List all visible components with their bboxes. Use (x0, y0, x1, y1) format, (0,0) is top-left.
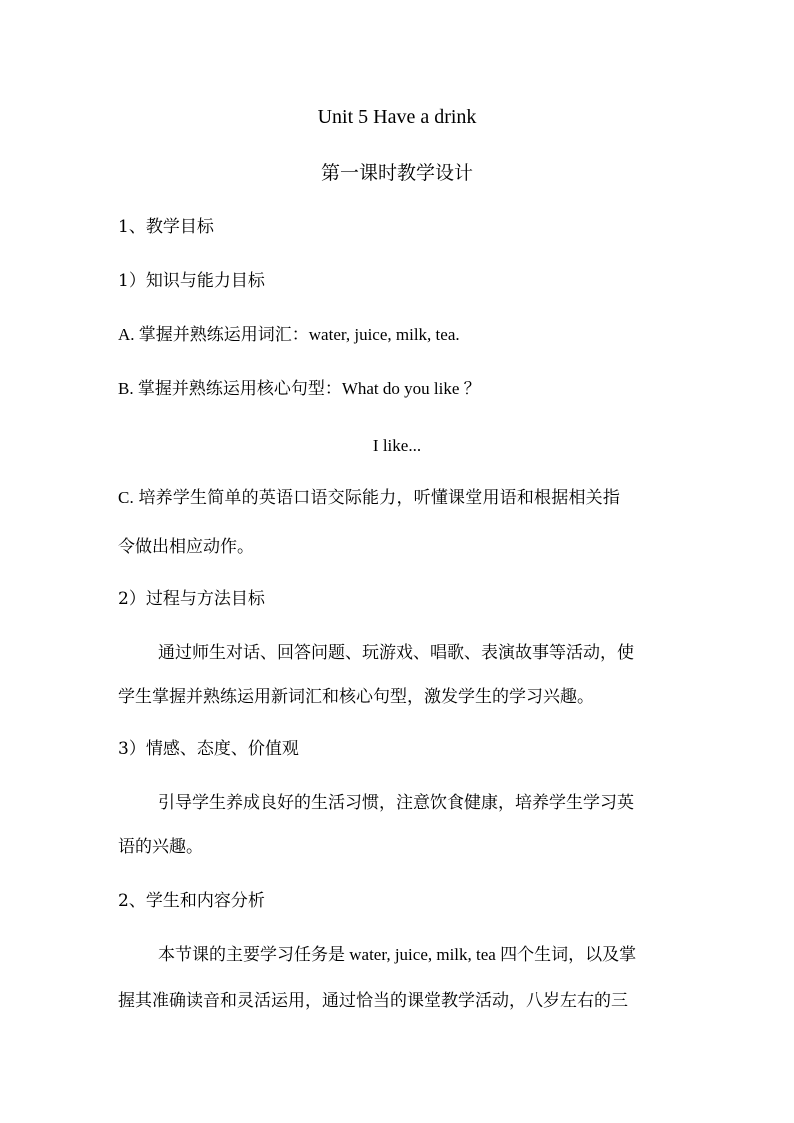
emotion-paragraph-line-1: 引导学生养成良好的生活习惯，注意饮食健康，培养学生学习英 (158, 793, 634, 813)
subheading-process-methods: 2）过程与方法目标 (118, 589, 265, 609)
process-methods-paragraph-line-1: 通过师生对话、回答问题、玩游戏、唱歌、表演故事等活动，使 (158, 643, 634, 663)
subheading-knowledge-ability: 1）知识与能力目标 (118, 271, 265, 291)
goal-item-b-response: I like... (372, 436, 422, 455)
goal-item-c-line-2: 令做出相应动作。 (118, 537, 254, 557)
analysis-paragraph-line-1: 本节课的主要学习任务是 water, juice, milk, tea 四个生词，以及掌 (158, 945, 637, 964)
process-methods-paragraph-line-2: 学生掌握并熟练运用新词汇和核心句型，激发学生的学习兴趣。 (118, 687, 594, 707)
document-subtitle: 第一课时教学设计 (320, 162, 473, 184)
subheading-emotion-attitude-values: 3）情感、态度、价值观 (118, 739, 299, 759)
section-heading-teaching-goals: 1、教学目标 (118, 217, 214, 237)
emotion-paragraph-line-2: 语的兴趣。 (118, 837, 203, 857)
goal-item-a: A. 掌握并熟练运用词汇：water, juice, milk, tea. (118, 325, 460, 344)
goal-item-c-line-1: C. 培养学生简单的英语口语交际能力，听懂课堂用语和根据相关指 (118, 488, 621, 507)
document-title: Unit 5 Have a drink (317, 106, 477, 128)
section-heading-student-content-analysis: 2、学生和内容分析 (118, 891, 265, 911)
goal-item-b: B. 掌握并熟练运用核心句型：What do you like ？ (118, 379, 481, 398)
analysis-paragraph-line-2: 握其准确读音和灵活运用，通过恰当的课堂教学活动，八岁左右的三 (118, 991, 628, 1011)
